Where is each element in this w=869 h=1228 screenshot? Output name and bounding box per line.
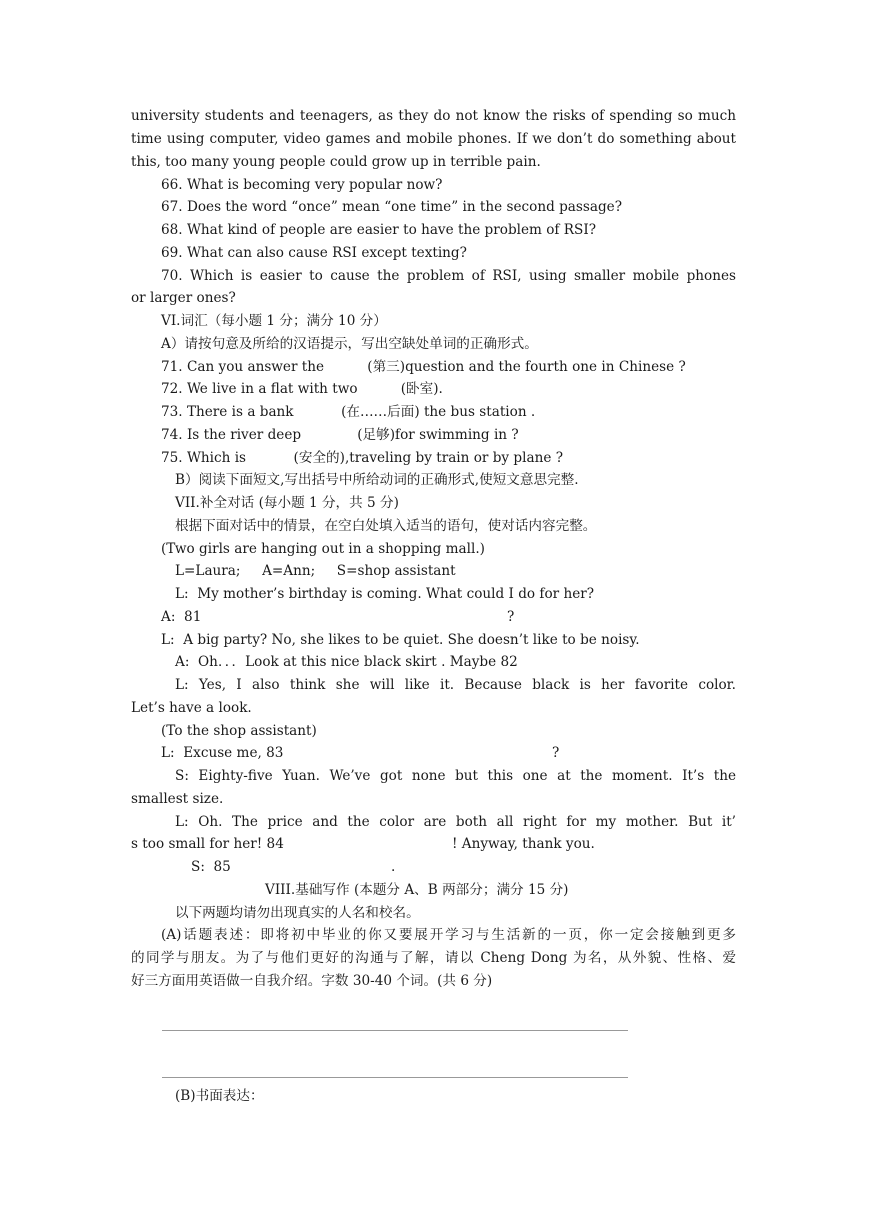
writing-a-prompt-cont: 好三方面用英语做一自我介绍。字数 30-40 个词。(共 6 分) (131, 973, 493, 989)
vocab-item-74: 74. Is the river deep (足够)for swimming in ? (161, 427, 519, 443)
answer-line (162, 1077, 628, 1078)
vocab-item-75: 75. Which is (安全的),traveling by train or by plane ? (161, 450, 563, 466)
vocab-item-71: 71. Can you answer the (第三)question and the fourth one in Chinese ? (161, 359, 686, 375)
question-69: 69. What can also cause RSI except texting? (161, 245, 467, 261)
dialogue-instruction: 根据下面对话中的情景，在空白处填入适当的语句，使对话内容完整。 (175, 518, 597, 534)
dialogue-line-l5-end: ! Anyway, thank you. (452, 836, 595, 852)
dialogue-scene: (Two girls are hanging out in a shopping mall.) (161, 541, 485, 557)
dialogue-line-s1-cont: smallest size. (131, 791, 224, 807)
dialogue-line-l4-end: ? (552, 745, 560, 761)
passage-line: time using computer, video games and mobile phones. If we don’t do something about (131, 131, 736, 147)
passage-line: university students and teenagers, as they do not know the risks of spending so much (131, 108, 736, 124)
dialogue-line-l3-cont: Let’s have a look. (131, 700, 252, 716)
writing-note: 以下两题均请勿出现真实的人名和校名。 (175, 905, 420, 921)
dialogue-roles: L=Laura; A=Ann; S=shop assistant (175, 563, 456, 579)
section-heading-dialogue: VII.补全对话 (每小题 1 分，共 5 分) (175, 495, 399, 511)
section-heading-vocab: VI.词汇（每小题 1 分；满分 10 分） (161, 313, 387, 329)
vocab-part-a-instruction: A）请按句意及所给的汉语提示，写出空缺处单词的正确形式。 (161, 336, 538, 352)
dialogue-line-l5: L: Oh. The price and the color are both all right for my mother. But it’ (175, 814, 736, 830)
dialogue-line-l3: L: Yes, I also think she will like it. Because black is her favorite color. (175, 677, 736, 693)
vocab-part-b-instruction: B）阅读下面短文,写出括号中所给动词的正确形式,使短文意思完整. (175, 472, 579, 488)
section-heading-writing: VIII.基础写作 (本题分 A、B 两部分；满分 15 分) (265, 882, 569, 898)
dialogue-line-s2: S: 85 (191, 859, 231, 875)
question-70-cont: or larger ones? (131, 290, 236, 306)
dialogue-line-l4: L: Excuse me, 83 (161, 745, 284, 761)
dialogue-direction: (To the shop assistant) (161, 723, 317, 739)
passage-line: this, too many young people could grow up in terrible pain. (131, 154, 541, 170)
question-70: 70. Which is easier to cause the problem of RSI, using smaller mobile phones (161, 268, 736, 284)
answer-line (162, 1030, 628, 1031)
vocab-item-73: 73. There is a bank (在……后面) the bus station . (161, 404, 536, 420)
dialogue-line-l5-cont: s too small for her! 84 (131, 836, 284, 852)
question-66: 66. What is becoming very popular now? (161, 177, 443, 193)
dialogue-line-s1: S: Eighty-five Yuan. We’ve got none but this one at the moment. It’s the (175, 768, 736, 784)
writing-b-label: (B)书面表达： (175, 1088, 264, 1104)
dialogue-line-a2: A: Oh．．．Look at this nice black skirt . Maybe 82 (175, 654, 518, 670)
dialogue-line-s2-end: . (391, 859, 396, 875)
dialogue-line-a1: A: 81 (161, 609, 202, 625)
question-67: 67. Does the word “once” mean “one time” in the second passage? (161, 199, 622, 215)
writing-a-prompt-cont: 的同学与朋友。为了与他们更好的沟通与了解，请以 Cheng Dong 为名，从外貌、性格、爱 (131, 950, 736, 966)
dialogue-line-l2: L: A big party? No, she likes to be quiet. She doesn’t like to be noisy. (161, 632, 640, 648)
dialogue-line-l1: L: My mother’s birthday is coming. What could I do for her? (175, 586, 595, 602)
writing-a-prompt: (A)话题表述：即将初中毕业的你又要展开学习与生活新的一页，你一定会接触到更多 (161, 927, 736, 943)
dialogue-line-a1-end: ? (507, 609, 515, 625)
question-68: 68. What kind of people are easier to have the problem of RSI? (161, 222, 596, 238)
vocab-item-72: 72. We live in a flat with two (卧室). (161, 381, 443, 397)
